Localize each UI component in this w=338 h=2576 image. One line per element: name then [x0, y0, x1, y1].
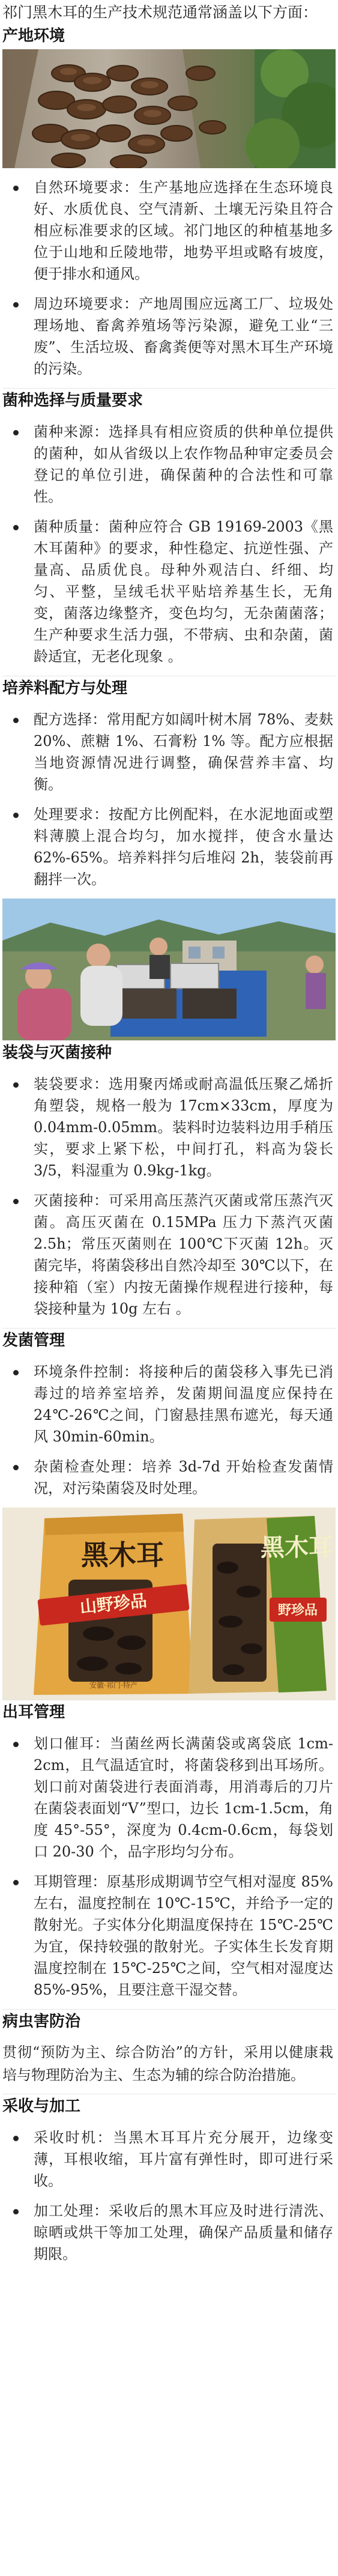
section-title-pest: 病虫害防治 — [2, 2013, 81, 2031]
intro-text: 祁门黑木耳的生产技术规范通常涵盖以下方面： — [2, 4, 318, 21]
package-left-footer: 安徽·祁门·特产 — [89, 1681, 137, 1690]
cultivation-list — [0, 1361, 338, 1499]
section-title-cultivation: 发菌管理 — [2, 1332, 65, 1350]
bullet-icon — [13, 430, 19, 435]
list-item: 环境条件控制：将接种后的菌袋移入事先已消毒过的培养室培养，发菌期间温度应保持在 24℃-26℃之间，门窗悬挂黑布遮光，每天通风 30min-60min。 — [2, 1361, 333, 1447]
bullet-icon — [13, 1082, 19, 1088]
substrate-list — [0, 709, 338, 890]
section-title-strain: 菌种选择与质量要求 — [2, 392, 143, 410]
section-title-bagging: 装袋与灭菌接种 — [2, 1044, 112, 1062]
list-item: 灭菌接种：可采用高压蒸汽灭菌或常压蒸汽灭菌。高压灭菌在 0.15MPa 压力下蒸汽灭菌 2.5h；常压灭菌则在 100℃下灭菌 12h。灭菌完毕，将菌袋移出自然冷却至 30℃以下，在接种箱（室）内按无菌操作规程进行接种，每袋接种量为 10g 左右 。 — [2, 1190, 333, 1320]
package-right-title: 黑木耳 — [261, 1533, 333, 1562]
tree-fungus-photo — [2, 49, 336, 168]
product-packages-illustration — [2, 1508, 336, 1700]
list-item: 菌种质量：菌种应符合 GB 19169-2003《黑木耳菌种》的要求，种性稳定、抗逆性强、产量高、品质优良。母种外观洁白、纤细、均匀、平整，呈绒毛状平贴培养基生长，无角变，菌落边缘整齐，变色均匀，无杂菌菌落；生产种要求生活力强，不带病、虫和杂菌，菌龄适宜，无老化现象 。 — [2, 516, 333, 667]
fruiting-list — [0, 1733, 338, 2001]
harvest-list — [0, 2127, 338, 2265]
bullet-icon — [13, 2136, 19, 2141]
list-item: 划口催耳：当菌丝两长满菌袋或离袋底 1cm-2cm，且气温适宜时，将菌袋移到出耳场所。划口前对菌袋进行表面消毒，用消毒后的刀片在菌袋表面划“V”型口，边长 1cm-1.5cm，角度 45°-55°，深度为 0.4cm-0.6cm，每袋划口 20-30 个，品字形均匀分布。 — [2, 1733, 333, 1862]
package-left-title: 黑木耳 — [81, 1539, 164, 1571]
list-item: 周边环境要求：产地周围应远离工厂、垃圾处理场地、畜禽养殖场等污染源，避免工业“三废”、生活垃圾、畜禽粪便等对黑木耳生产环境的污染。 — [2, 293, 333, 380]
bullet-icon — [13, 186, 19, 191]
tree-fungus-illustration — [2, 49, 336, 168]
package-right-band: 野珍品 — [277, 1603, 318, 1618]
section-title-fruiting: 出耳管理 — [2, 1703, 65, 1721]
package-right — [189, 1516, 333, 1694]
bullet-icon — [13, 1465, 19, 1470]
section-title-substrate: 培养料配方与处理 — [2, 679, 128, 697]
list-item: 配方选择：常用配方如阔叶树木屑 78%、麦麸 20%、蔗糖 1%、石膏粉 1% 等。配方应根据当地资源情况进行调整，确保营养丰富、均衡。 — [2, 709, 333, 795]
section-title-harvest: 采收与加工 — [2, 2097, 81, 2115]
bullet-icon — [13, 1199, 19, 1204]
list-item: 菌种来源：选择具有相应资质的供种单位提供的菌种，如从省级以上农作物品种审定委员会登记的单位引进，确保菌种的合法性和可靠性。 — [2, 421, 333, 508]
list-item: 杂菌检查处理：培养 3d-7d 开始检查发菌情况，对污染菌袋及时处理。 — [2, 1456, 333, 1499]
environment-list — [0, 177, 338, 380]
harvest-crates-illustration — [2, 899, 336, 1040]
list-item: 耳期管理：原基形成期调节空气相对湿度 85%左右，温度控制在 10℃-15℃，并给予一定的散射光。子实体分化期温度保持在 15℃-25℃为宜，保持较强的散射光。子实体生长发育期温度控制在 15℃-25℃之间，空气相对湿度达 85%-95%，且要注意干湿交替。 — [2, 1871, 333, 2001]
section-title-environment: 产地环境 — [2, 27, 65, 45]
bullet-icon — [13, 1742, 19, 1747]
harvest-crates-photo — [2, 899, 336, 1040]
bullet-icon — [13, 1880, 19, 1885]
bagging-list — [0, 1073, 338, 1320]
bullet-icon — [13, 2209, 19, 2214]
package-left-band: 山野珍品 — [79, 1590, 148, 1617]
list-item: 采收时机：当黑木耳耳片充分展开，边缘变薄，耳根收缩，耳片富有弹性时，即可进行采收。 — [2, 2127, 333, 2192]
product-packages-photo — [2, 1508, 336, 1700]
strain-list — [0, 421, 338, 667]
package-left — [34, 1514, 193, 1695]
list-item: 处理要求：按配方比例配料，在水泥地面或塑料薄膜上混合均匀，加水搅拌，使含水量达 62%-65%。培养料拌匀后堆闷 2h，装袋前再翻拌一次。 — [2, 804, 333, 890]
bullet-icon — [13, 718, 19, 723]
bullet-icon — [13, 302, 19, 308]
bullet-icon — [13, 1370, 19, 1375]
bullet-icon — [13, 525, 19, 530]
pest-paragraph: 贯彻“预防为主、综合防治”的方针，采用以健康栽培与物理防治为主、生态为辅的综合防治措施。 — [2, 2044, 333, 2084]
bullet-icon — [13, 813, 19, 818]
list-item: 自然环境要求：生产基地应选择在生态环境良好、水质优良、空气清新、土壤无污染且符合相应标准要求的区域。祁门地区的种植基地多位于山地和丘陵地带，地势平坦或略有坡度，便于排水和通风。 — [2, 177, 333, 285]
list-item: 加工处理：采收后的黑木耳应及时进行清洗、晾晒或烘干等加工处理，确保产品质量和储存期限。 — [2, 2200, 333, 2265]
list-item: 装袋要求：选用聚丙烯或耐高温低压聚乙烯折角塑袋，规格一般为 17cm×33cm，厚度为 0.04mm-0.05mm。装料时边装料边用手稍压实，要求上紧下松，中间打孔，料高为袋长 3/5，料湿重为 0.9kg-1kg。 — [2, 1073, 333, 1181]
